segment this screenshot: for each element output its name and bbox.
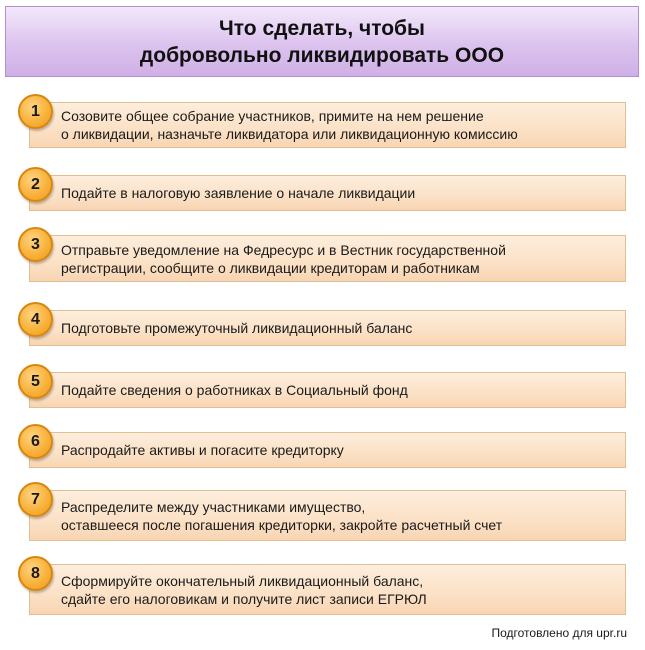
credit-text: Подготовлено для upr.ru <box>491 626 627 640</box>
step-7-number-badge: 7 <box>18 482 53 517</box>
step-6-number-badge: 6 <box>18 424 53 459</box>
step-1-number-badge: 1 <box>18 94 53 129</box>
step-6-bar <box>29 432 626 468</box>
step-3-number-badge: 3 <box>18 227 53 262</box>
step-4-text-line-1: Подготовьте промежуточный ликвидационный баланс <box>61 320 413 336</box>
step-2-bar <box>29 175 626 211</box>
step-7-text-line-2: оставшееся после погашения кредиторки, закройте расчетный счет <box>61 516 503 533</box>
step-1-text-line-2: о ликвидации, назначьте ликвидатора или ликвидационную комиссию <box>61 126 518 142</box>
step-7-text-line-1: Распределите между участниками имущество, <box>61 498 366 515</box>
step-6-text-line-1: Распродайте активы и погасите кредиторку <box>61 442 344 458</box>
page-title-line-2: добровольно ликвидировать ООО <box>139 43 505 67</box>
step-5-bar <box>29 372 626 408</box>
title-banner <box>5 6 639 77</box>
step-4-bar <box>29 310 626 346</box>
step-8-text-line-1: Сформируйте окончательный ликвидационный баланс, <box>61 572 424 589</box>
step-3-text-line-1: Отправьте уведомление на Федресурс и в Вестник государственной <box>61 241 506 258</box>
step-8-bar <box>29 564 626 615</box>
step-2-number-badge: 2 <box>18 167 53 202</box>
step-3-bar <box>29 235 626 282</box>
step-8-number-badge: 8 <box>18 556 53 591</box>
page-title-line-1: Что сделать, чтобы <box>219 16 425 40</box>
step-5-text-line-1: Подайте сведения о работниках в Социальный фонд <box>61 382 408 398</box>
step-1-bar <box>29 102 626 148</box>
step-4-number-badge: 4 <box>18 302 53 337</box>
step-2-text-line-1: Подайте в налоговую заявление о начале ликвидации <box>61 185 416 201</box>
step-5-number-badge: 5 <box>18 364 53 399</box>
step-8-text-line-2: сдайте его налоговикам и получите лист записи ЕГРЮЛ <box>61 590 427 607</box>
step-1-text-line-1: Созовите общее собрание участников, примите на нем решение <box>61 108 484 124</box>
step-7-bar <box>29 490 626 541</box>
step-3-text-line-2: регистрации, сообщите о ликвидации кредиторам и работникам <box>61 259 480 276</box>
